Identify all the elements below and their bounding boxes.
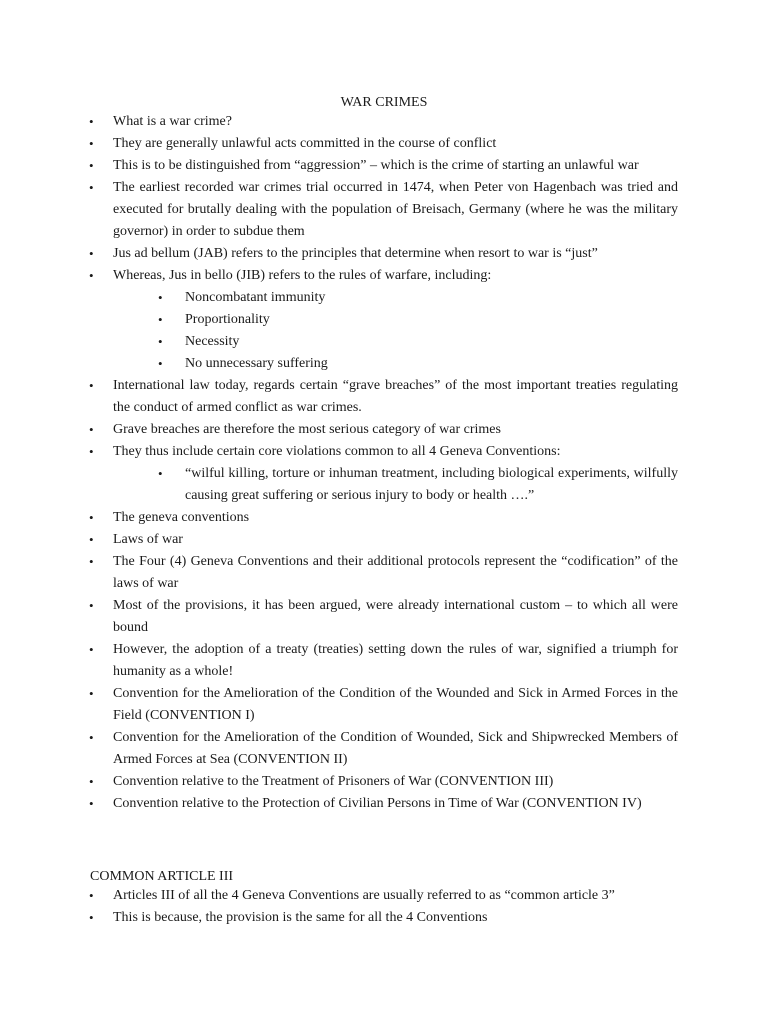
bullet-icon: • (89, 532, 94, 547)
bullet-icon: • (89, 422, 94, 437)
list-item (0, 595, 678, 639)
bullet-icon: • (89, 642, 94, 657)
list-item-text: No unnecessary suffering (185, 356, 328, 371)
list-item-text: This is because, the provision is the same for all the 4 Conventions (113, 910, 488, 925)
list-item (0, 419, 678, 441)
list-item-text: This is to be distinguished from “aggression” – which is the crime of starting an unlawful war (113, 158, 639, 173)
list-item-text: They are generally unlawful acts committed in the course of conflict (113, 136, 497, 151)
list-item-text: Convention for the Amelioration of the Condition of the Wounded and Sick in Armed Forces in the Field (CONVENTION I) (113, 686, 678, 723)
list-item (0, 507, 678, 529)
list-item-text: Convention for the Amelioration of the Condition of Wounded, Sick and Shipwrecked Members of Armed Forces at Sea (CONVENTION II) (113, 730, 678, 767)
list-item (0, 529, 678, 551)
list-item (0, 551, 678, 595)
list-item-text: Whereas, Jus in bello (JIB) refers to the rules of warfare, including: (113, 268, 492, 283)
bullet-icon: • (89, 136, 94, 151)
list-item (0, 177, 678, 243)
list-item (0, 885, 678, 907)
bullet-icon: • (89, 510, 94, 525)
bullet-list-main (0, 111, 768, 815)
list-item (0, 771, 678, 793)
list-item-text: Grave breaches are therefore the most serious category of war crimes (113, 422, 501, 437)
list-item-text: Most of the provisions, it has been argued, were already international custom – to which all were bound (113, 598, 678, 635)
list-item-text: They thus include certain core violations common to all 4 Geneva Conventions: (113, 444, 561, 459)
list-item (0, 907, 678, 929)
list-item (0, 683, 678, 727)
bullet-icon: • (158, 466, 163, 481)
list-item (0, 793, 678, 815)
bullet-icon: • (89, 378, 94, 393)
list-item (0, 155, 678, 177)
section-heading: COMMON ARTICLE III (90, 869, 234, 884)
bullet-icon: • (89, 774, 94, 789)
list-item (0, 727, 678, 771)
list-item-text: Laws of war (113, 532, 183, 547)
sub-list-item (0, 463, 678, 507)
list-item-text: Necessity (185, 334, 240, 349)
bullet-icon: • (89, 554, 94, 569)
list-item-text: The earliest recorded war crimes trial occurred in 1474, when Peter von Hagenbach was tried and executed for brutally dealing with the population of Breisach, Germany (where he was the military governor) in order to subdue them (113, 180, 678, 239)
list-item (0, 111, 678, 133)
document-title: WAR CRIMES (340, 95, 428, 110)
list-item-text: The Four (4) Geneva Conventions and their additional protocols represent the “codification” of the laws of war (113, 554, 678, 591)
bullet-icon: • (89, 114, 94, 129)
list-item-text: Proportionality (185, 312, 270, 327)
bullet-icon: • (158, 312, 163, 327)
bullet-icon: • (89, 180, 94, 195)
bullet-icon: • (158, 290, 163, 305)
list-item-text: What is a war crime? (113, 114, 232, 129)
sub-list-item (0, 309, 678, 331)
list-item (0, 441, 678, 463)
bullet-icon: • (89, 268, 94, 283)
bullet-icon: • (89, 910, 94, 925)
list-item-text: Articles III of all the 4 Geneva Conventions are usually referred to as “common article 3” (113, 888, 615, 903)
bullet-icon: • (89, 686, 94, 701)
bullet-icon: • (158, 356, 163, 371)
list-item (0, 265, 678, 287)
list-item-text: Convention relative to the Treatment of Prisoners of War (CONVENTION III) (113, 774, 554, 789)
list-item-text: Noncombatant immunity (185, 290, 326, 305)
bullet-icon: • (158, 334, 163, 349)
list-item-text: However, the adoption of a treaty (treaties) setting down the rules of war, signified a triumph for humanity as a whole! (113, 642, 678, 679)
bullet-icon: • (89, 888, 94, 903)
sub-list-item (0, 353, 678, 375)
list-item-text: International law today, regards certain “grave breaches” of the most important treaties regulating the conduct of armed conflict as war crimes. (113, 378, 678, 415)
bullet-icon: • (89, 598, 94, 613)
list-item (0, 133, 678, 155)
list-item-text: Jus ad bellum (JAB) refers to the principles that determine when resort to war is “just” (113, 246, 598, 261)
sub-list-item (0, 287, 678, 309)
list-item-text: Convention relative to the Protection of Civilian Persons in Time of War (CONVENTION IV) (113, 796, 642, 811)
list-item (0, 243, 678, 265)
sub-list-item (0, 331, 678, 353)
list-item (0, 375, 678, 419)
list-item (0, 639, 678, 683)
bullet-icon: • (89, 796, 94, 811)
list-item-text: The geneva conventions (113, 510, 250, 525)
bullet-icon: • (89, 246, 94, 261)
bullet-list-common-article (0, 885, 768, 929)
bullet-icon: • (89, 730, 94, 745)
bullet-icon: • (89, 158, 94, 173)
bullet-icon: • (89, 444, 94, 459)
list-item-text: “wilful killing, torture or inhuman treatment, including biological experiments, wilfully causing great suffering or serious injury to body or health ….” (185, 466, 678, 503)
